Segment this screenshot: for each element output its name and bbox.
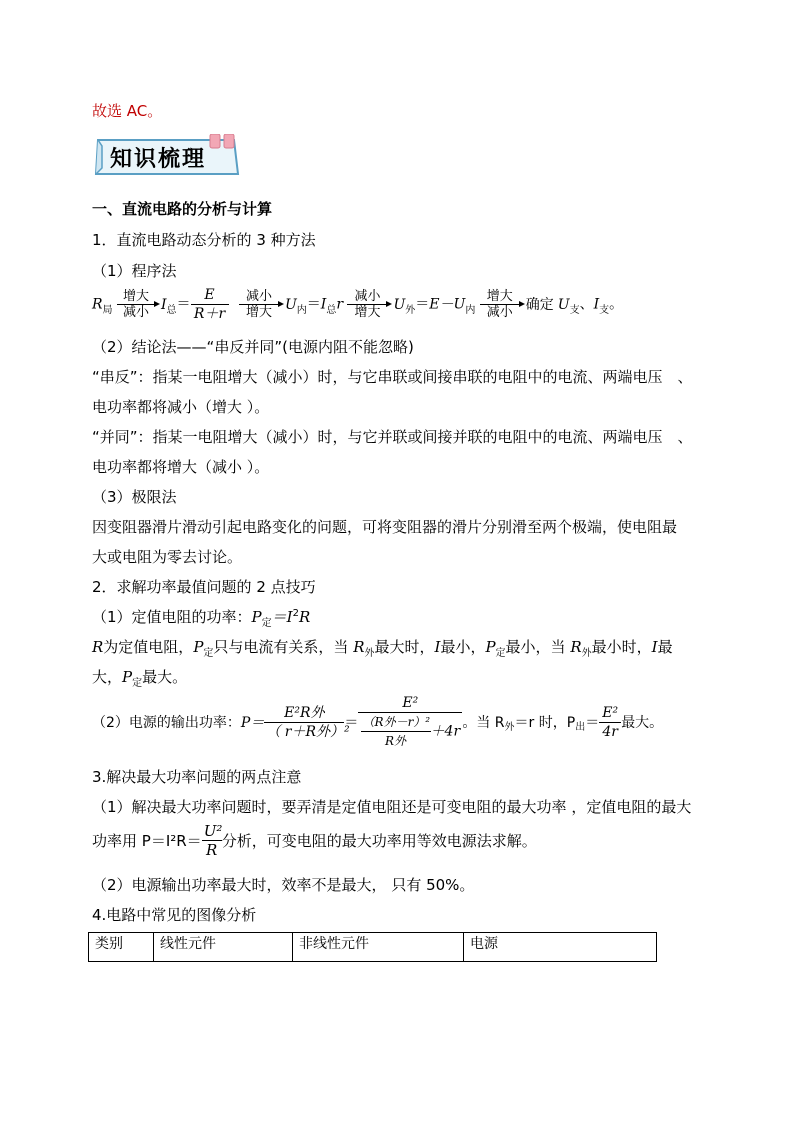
- header-source: 电源: [464, 933, 657, 962]
- note2-line: （2）电源输出功率最大时，效率不是最大， 只有 50%。: [92, 876, 475, 894]
- limit-line-1: 因变阻器滑片滑动引起电路变化的问题，可将变阻器的滑片分别滑至两个极端，使电阻最: [92, 518, 678, 536]
- parallel-line-2: 电功率都将增大（减小 ）。: [92, 458, 270, 476]
- arrow-2: 减小 增大: [239, 289, 279, 320]
- method2-title: （2）结论法——“串反并同”(电源内阻不能忽略): [92, 338, 414, 356]
- source-power-line: （2）电源的输出功率：P＝ $\frac{\text{E²R外}}{\text{（ r＋R外）²}}$ ＝ E² $\frac{\text{（R外－r）²}}{\text{R外}}$ ＋4r 。当 $R_外=r$ 时，$P_出=$ $\frac{\text{E²}}{4r}$ 最大。: [92, 695, 664, 748]
- header-nonlinear: 非线性元件: [293, 933, 464, 962]
- parallel-line-1: “并同”：指某一电阻增大（减小）时，与它并联或间接并联的电阻中的电流、两端电压 、: [92, 428, 693, 446]
- arrow-1: 增大 减小: [117, 289, 155, 320]
- graph-analysis-table: [88, 932, 657, 962]
- item4-title: 4.电路中常见的图像分析: [92, 906, 257, 924]
- procedure-chain: $R_局$ 增大 减小 $I_总=$ $\frac{E}{R+r}$ 减小 增大 $U_内=I_总r$ 减小 增大 $U_外=E-U_内$ 增大 减小 确定 $U_支$、$I_支$。: [92, 287, 624, 322]
- clip-icon: [210, 134, 220, 148]
- limit-line-2: 大或电阻为零去讨论。: [92, 548, 243, 566]
- table-header-row: [89, 933, 657, 962]
- banner-title: 知识梳理: [110, 146, 207, 172]
- method3-title: （3）极限法: [92, 488, 177, 506]
- item2-title: 2．求解功率最值问题的 2 点技巧: [92, 578, 316, 596]
- fixed-power-title: （1）定值电阻的功率：$P_定=I^2R$: [92, 608, 311, 629]
- fixed-power-line-1: R为定值电阻，$P_定$只与电流有关系，当 $R_外$最大时，I最小，$P_定$最小，当 $R_外$最小时，I最: [92, 638, 673, 659]
- header-category: 类别: [89, 933, 154, 962]
- item3-title: 3.解决最大功率问题的两点注意: [92, 768, 302, 786]
- arrow-4: 增大 减小: [480, 289, 520, 320]
- fixed-power-line-2: 大，$P_定$最大。: [92, 668, 188, 689]
- section-title: 一、直流电路的分析与计算: [92, 200, 273, 218]
- note1-line-2: 功率用 P＝I²R＝ $\frac{\text{U²}}{R}$ 分析，可变电阻的最大功率用等效电源法求解。: [92, 822, 537, 859]
- note1-line-1: （1）解决最大功率问题时，要弄清是定值电阻还是可变电阻的最大功率 ，定值电阻的最大: [92, 798, 692, 816]
- knowledge-banner: [92, 134, 242, 178]
- arrow-3: 减小 增大: [347, 289, 387, 320]
- answer-line: 故选 AC。: [92, 102, 163, 120]
- item1-title: 1．直流电路动态分析的 3 种方法: [92, 231, 316, 249]
- header-linear: 线性元件: [154, 933, 293, 962]
- method1-title: （1）程序法: [92, 262, 177, 280]
- series-line-1: “串反”：指某一电阻增大（减小）时，与它串联或间接串联的电阻中的电流、两端电压 、: [92, 368, 693, 386]
- series-line-2: 电功率都将减小（增大 ）。: [92, 398, 270, 416]
